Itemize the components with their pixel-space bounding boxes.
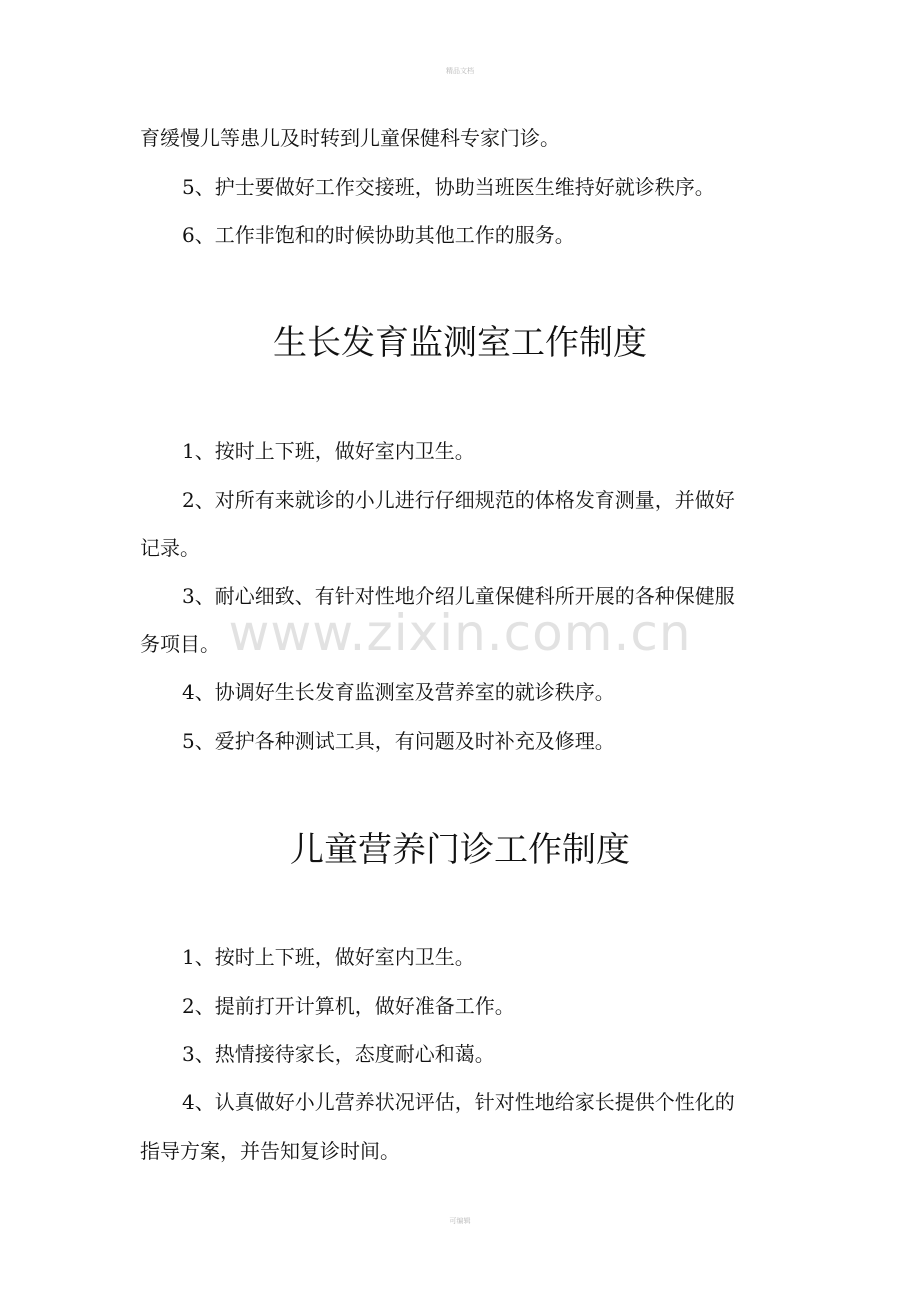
section2-item-1: 1、按时上下班，做好室内卫生。 [182,945,475,969]
section1-item-2: 2、对所有来就诊的小儿进行仔细规范的体格发育测量，并做好 [182,488,735,512]
intro-continuation-line: 育缓慢儿等患儿及时转到儿童保健科专家门诊。 [140,126,560,150]
section1-title: 生长发育监测室工作制度 [273,323,647,363]
site-watermark: www.zixin.com.cn [228,604,692,662]
footer-mark: 可编辑 [449,1217,471,1225]
section2-title: 儿童营养门诊工作制度 [290,830,630,870]
intro-item-5: 5、护士要做好工作交接班，协助当班医生维持好就诊秩序。 [182,175,715,199]
section1-item-1: 1、按时上下班，做好室内卫生。 [182,439,475,463]
section1-item-5: 5、爱护各种测试工具，有问题及时补充及修理。 [182,729,615,753]
section1-item-4: 4、协调好生长发育监测室及营养室的就诊秩序。 [182,680,615,704]
section2-item-4: 4、认真做好小儿营养状况评估，针对性地给家长提供个性化的 [182,1090,735,1114]
section2-item-2: 2、提前打开计算机，做好准备工作。 [182,994,515,1018]
section2-item-3: 3、热情接待家长，态度耐心和蔼。 [182,1042,495,1066]
section1-item-2-continuation: 记录。 [140,536,200,560]
section2-item-4-continuation: 指导方案，并告知复诊时间。 [140,1139,400,1163]
header-mark: 精品文档 [446,67,474,75]
intro-item-6: 6、工作非饱和的时候协助其他工作的服务。 [182,223,575,247]
section1-item-3: 3、耐心细致、有针对性地介绍儿童保健科所开展的各种保健服 [182,584,735,608]
section1-item-3-continuation: 务项目。 [140,632,220,656]
